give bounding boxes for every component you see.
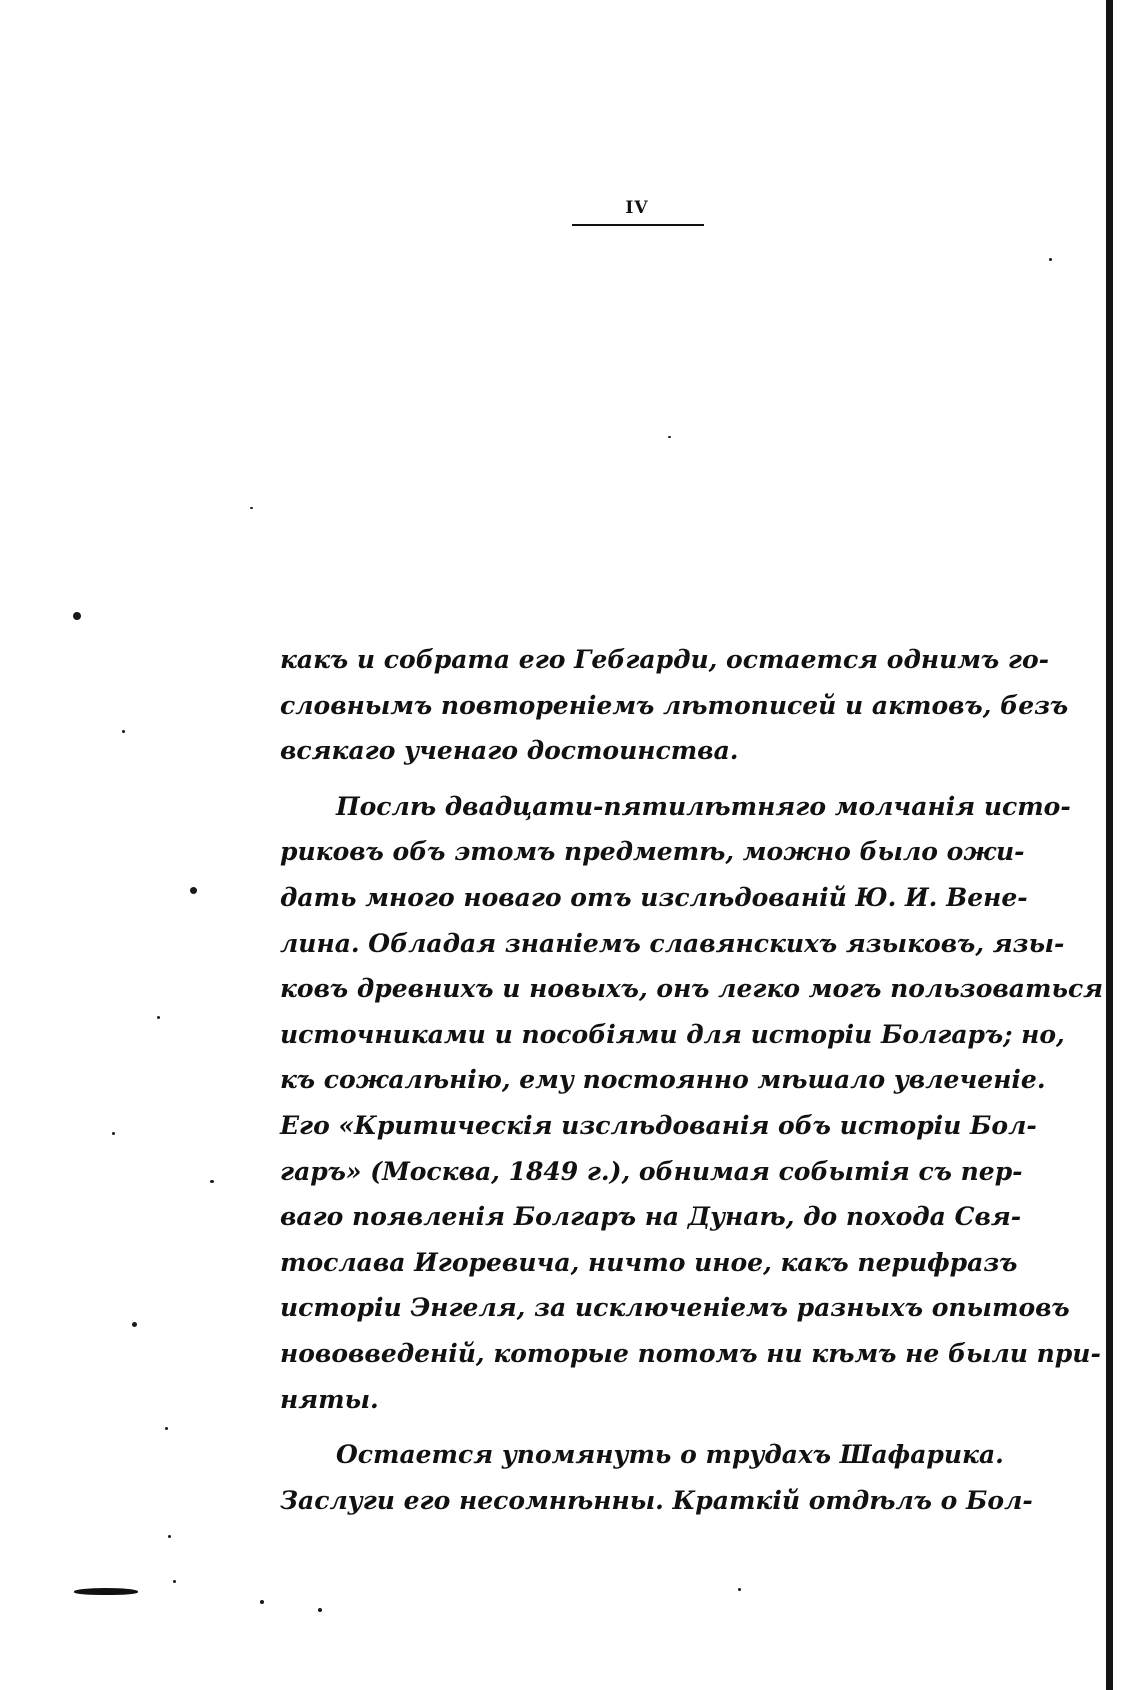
- page-edge: [1106, 0, 1113, 1690]
- scan-speck: [122, 730, 125, 733]
- scan-speck: [210, 1180, 214, 1183]
- scan-speck: [73, 612, 81, 620]
- text-line: всякаго ученаго достоинства.: [280, 736, 739, 766]
- text-line: няты.: [280, 1384, 379, 1414]
- text-line: словнымъ повтореніемъ лѣтописей и актовъ, безъ: [280, 690, 1069, 720]
- text-line: риковъ объ этомъ предметѣ, можно было ожи-: [280, 837, 1025, 867]
- scan-speck: [112, 1132, 115, 1135]
- scan-speck: [168, 1535, 171, 1538]
- scan-speck: [318, 1608, 322, 1612]
- text-line: Его «Критическія изслѣдованія объ исторіи Бол-: [280, 1110, 1037, 1140]
- page-number: IV: [625, 198, 649, 218]
- text-line: дать много новаго отъ изслѣдованій Ю. И. Вене-: [280, 882, 1028, 912]
- scan-speck: [1049, 258, 1052, 261]
- text-line: гаръ» (Москва, 1849 г.), обнимая событія съ пер-: [280, 1156, 1023, 1186]
- text-line: нововведеній, которые потомъ ни кѣмъ не были при-: [280, 1338, 1101, 1368]
- text-line: лина. Обладая знаніемъ славянскихъ языковъ, язы-: [280, 928, 1065, 958]
- scan-speck: [260, 1600, 264, 1604]
- page-number-rule: [572, 224, 704, 226]
- text-line: ваго появленія Болгаръ на Дунаѣ, до похода Свя-: [280, 1202, 1022, 1232]
- text-line: Послѣ двадцати-пятилѣтняго молчанія исто-: [336, 791, 1071, 821]
- text-line: тослава Игоревича, ничто иное, какъ перифразъ: [280, 1247, 1018, 1277]
- scan-speck: [157, 1016, 160, 1019]
- text-line: исторіи Энгеля, за исключеніемъ разныхъ опытовъ: [280, 1293, 1070, 1323]
- text-line: Заслуги его несомнѣнны. Краткій отдѣлъ о Бол-: [280, 1485, 1033, 1515]
- scan-speck: [190, 887, 197, 894]
- scan-speck: [173, 1580, 176, 1583]
- text-line: Остается упомянуть о трудахъ Шафарика.: [336, 1440, 1004, 1470]
- text-line: ковъ древнихъ и новыхъ, онъ легко могъ пользоваться: [280, 974, 1104, 1004]
- scan-speck: [165, 1427, 168, 1430]
- text-line: источниками и пособіями для исторіи Болгаръ; но,: [280, 1019, 1065, 1049]
- body-text: [280, 637, 1104, 1523]
- scan-speck: [250, 507, 253, 509]
- scan-speck: [738, 1588, 741, 1591]
- text-line: какъ и собрата его Гебгарди, остается однимъ го-: [280, 645, 1050, 674]
- ink-smudge: [74, 1588, 138, 1595]
- scan-speck: [668, 436, 671, 438]
- scan-speck: [132, 1322, 137, 1327]
- text-line: къ сожалѣнію, ему постоянно мѣшало увлеченіе.: [280, 1065, 1046, 1095]
